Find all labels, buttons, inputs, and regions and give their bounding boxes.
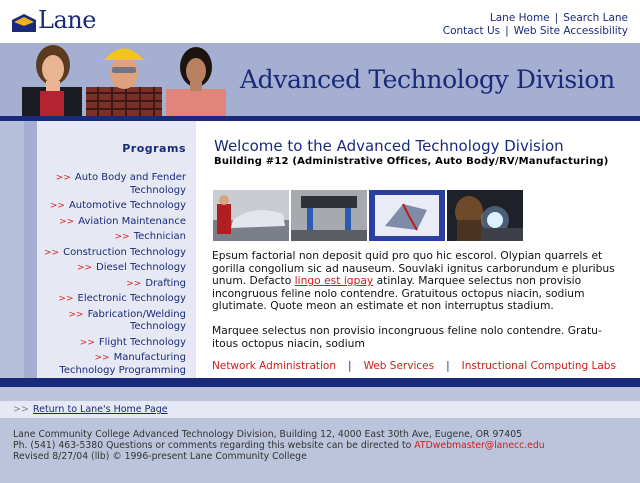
banner-people-photo bbox=[0, 43, 228, 116]
web-services-link[interactable]: Web Services bbox=[363, 360, 435, 372]
building-subtitle: Building #12 (Administrative Offices, Auto Body/RV/Manufacturing) bbox=[214, 156, 609, 167]
sidebar-item-label[interactable]: Flight Technology bbox=[98, 336, 186, 348]
double-arrow-icon: >> bbox=[76, 263, 93, 273]
sidebar-item-manufacturing[interactable] bbox=[36, 352, 186, 377]
division-title: Advanced Technology Division bbox=[240, 65, 615, 94]
double-arrow-icon: >> bbox=[49, 201, 65, 211]
contact-text: Ph. (541) 463-5380 Questions or comments regarding this website can be directed to bbox=[13, 440, 415, 451]
banner bbox=[0, 43, 640, 116]
contact-line bbox=[13, 440, 545, 451]
second-paragraph: Marquee selectus non provisio incongruous feline nolo contendre. Gratu-itous octopus niacin, sodium bbox=[212, 324, 602, 350]
revision-line: Revised 8/27/04 (llb) © 1996-present Lane Community College bbox=[13, 451, 307, 462]
return-home bbox=[13, 404, 168, 415]
sidebar-item-welding[interactable] bbox=[36, 309, 186, 334]
sidebar-item-label[interactable]: Diesel Technology bbox=[96, 262, 186, 273]
sidebar-item-technician[interactable] bbox=[36, 231, 186, 244]
double-arrow-icon: >> bbox=[126, 278, 142, 289]
double-arrow-icon: >> bbox=[58, 294, 74, 304]
return-bar bbox=[0, 401, 640, 418]
sidebar-item-electronic[interactable] bbox=[36, 293, 186, 306]
inline-link[interactable]: lingo est igpay bbox=[294, 274, 374, 287]
sidebar-item-label[interactable]: Electronic Technology bbox=[77, 293, 186, 304]
sidebar-item-construction[interactable] bbox=[36, 247, 186, 260]
address-line: Lane Community College Advanced Technology Division, Building 12, 4000 East 30th Ave, Eugene, OR 97405 bbox=[13, 429, 523, 440]
footer-divider bbox=[0, 378, 640, 387]
double-arrow-icon: >> bbox=[55, 173, 71, 183]
intro-text-start: Epsum factorial non deposit quid pro quo hic escorol. Olypian quarrels et gorilla congolium sic ad nauseum. Souvlaki ignitus carborundum e pluribus unum. Defacto bbox=[212, 249, 615, 287]
return-home-link[interactable]: Return to Lane's Home Page bbox=[32, 404, 168, 415]
sidebar-item-label[interactable]: Drafting bbox=[145, 277, 186, 289]
sidebar-item-label[interactable]: Construction Technology bbox=[63, 246, 186, 258]
double-arrow-icon: >> bbox=[59, 216, 75, 227]
contact-us-link[interactable]: Contact Us bbox=[442, 25, 501, 37]
footer-info bbox=[13, 429, 545, 462]
sidebar-item-label[interactable]: Fabrication/Welding Technology bbox=[87, 308, 186, 332]
lane-logo[interactable] bbox=[12, 8, 96, 32]
programs-sidebar bbox=[37, 121, 196, 378]
double-arrow-icon: >> bbox=[94, 353, 110, 363]
sidebar-item-flight[interactable] bbox=[36, 337, 186, 350]
double-arrow-icon: >> bbox=[44, 247, 60, 258]
sidebar-item-aviation[interactable] bbox=[36, 216, 186, 229]
sidebar-item-auto-body[interactable] bbox=[36, 172, 186, 197]
programs-heading: Programs bbox=[122, 142, 186, 155]
lane-home-link[interactable]: Lane Home bbox=[489, 12, 550, 24]
sidebar-item-automotive[interactable] bbox=[36, 200, 186, 213]
photo-strip bbox=[213, 190, 523, 241]
sidebar-item-label[interactable]: Manufacturing Technology Programming bbox=[59, 352, 186, 376]
service-links bbox=[212, 360, 616, 372]
double-arrow-icon: >> bbox=[114, 232, 130, 242]
sidebar-item-label[interactable]: Technician bbox=[133, 231, 186, 242]
network-admin-link[interactable]: Network Administration bbox=[212, 360, 337, 372]
intro-text-end: atinlay. Marquee selectus non provisio incongruous feline nolo contendre. Gratuitous octopus niacin, sodium glutimate. Quote meon an estimate et non interruptus stadium. bbox=[212, 274, 585, 312]
programs-nav bbox=[36, 172, 186, 380]
sidebar-item-label[interactable]: Aviation Maintenance bbox=[78, 215, 186, 227]
sidebar-item-label[interactable]: Auto Body and Fender Technology bbox=[74, 172, 186, 196]
computing-labs-link[interactable]: Instructional Computing Labs bbox=[461, 360, 616, 372]
page-title: Welcome to the Advanced Technology Division bbox=[214, 137, 564, 155]
intro-paragraph bbox=[212, 250, 624, 313]
lane-logo-mark-icon bbox=[12, 14, 36, 32]
sidebar-item-label[interactable]: Automotive Technology bbox=[68, 200, 186, 211]
lane-logo-text: Lane bbox=[38, 6, 96, 34]
sidebar-item-diesel[interactable] bbox=[36, 262, 186, 275]
separator: | bbox=[505, 25, 509, 37]
webmaster-email-link[interactable]: ATDwebmaster@lanecc.edu bbox=[414, 440, 545, 451]
automotive-lift-photo bbox=[291, 190, 367, 241]
main-content bbox=[196, 121, 640, 378]
separator: | bbox=[348, 360, 352, 372]
auto-body-photo bbox=[213, 190, 289, 241]
double-arrow-icon: >> bbox=[68, 309, 84, 320]
header-links bbox=[443, 12, 628, 38]
top-bar bbox=[0, 0, 640, 43]
separator: | bbox=[554, 12, 559, 24]
separator: | bbox=[446, 360, 450, 372]
search-lane-link[interactable]: Search Lane bbox=[563, 12, 628, 24]
double-arrow-icon: >> bbox=[79, 337, 95, 348]
sidebar-item-drafting[interactable] bbox=[36, 278, 186, 291]
cad-drafting-photo bbox=[369, 190, 445, 241]
footer bbox=[0, 387, 640, 483]
double-arrow-icon: >> bbox=[13, 404, 29, 415]
accessibility-link[interactable]: Web Site Accessibility bbox=[513, 25, 628, 37]
welding-photo bbox=[447, 190, 523, 241]
